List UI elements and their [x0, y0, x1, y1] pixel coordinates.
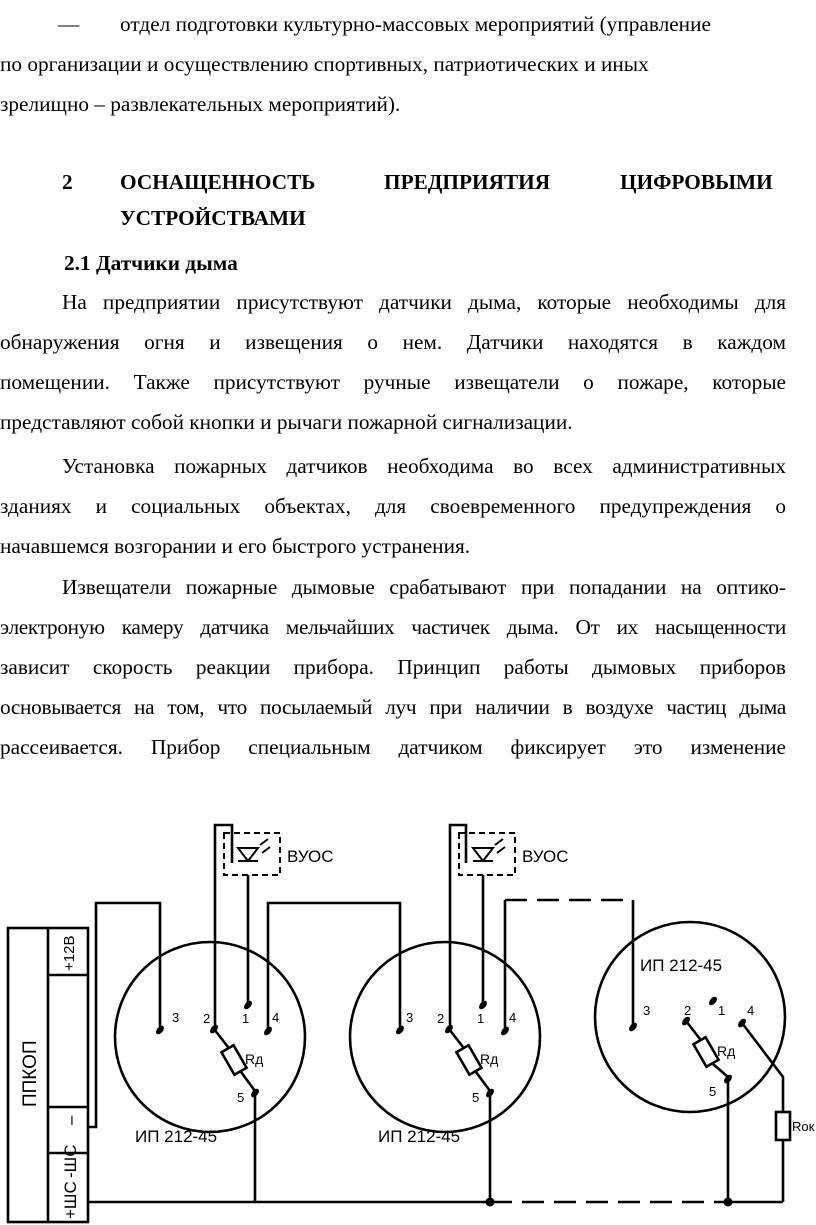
pin-number: 1: [477, 1011, 485, 1026]
pin-number: 3: [406, 1010, 414, 1025]
resistor-label: Rд: [480, 1051, 499, 1067]
led-label: ВУОС: [522, 847, 569, 866]
pin-number: 3: [172, 1010, 180, 1025]
pin-number: 5: [709, 1084, 717, 1099]
detector-label: ИП 212-45: [640, 956, 723, 975]
pin-number: 3: [643, 1003, 651, 1018]
section-title-word: ПРЕДПРИЯТИЯ: [384, 170, 551, 194]
list-dash: —: [58, 12, 80, 36]
detector-circle-2: [350, 942, 540, 1132]
terminal-label: -ШС: [61, 1144, 80, 1178]
text-line: зрелищно – развлекательных мероприятий).: [0, 92, 401, 116]
text-line: начавшемся возгорании и его быстрого устранения.: [0, 534, 471, 558]
pin-number: 4: [272, 1010, 280, 1025]
terminal-label: +12В: [61, 935, 78, 971]
pin-number: 2: [684, 1003, 692, 1018]
pin-number: 5: [472, 1090, 480, 1105]
pin-number: 4: [747, 1003, 755, 1018]
detector-label: ИП 212-45: [378, 1127, 461, 1146]
text-line: Извещатели пожарные дымовые срабатывают при попадании на оптико-: [62, 575, 786, 599]
pin-number: 4: [509, 1010, 517, 1025]
detector-label: ИП 212-45: [135, 1127, 218, 1146]
resistor-label: Rд: [717, 1043, 736, 1059]
section-title-word: ОСНАЩЕННОСТЬ: [120, 170, 316, 194]
text-line: зависит скорость реакции прибора. Принцип работы дымовых приборов: [0, 655, 786, 679]
text-line: основывается на том, что посылаемый луч при наличии в воздухе частиц дыма: [0, 695, 786, 719]
pin-number: 1: [242, 1011, 250, 1026]
section-title-word: ЦИФРОВЫМИ: [620, 170, 773, 194]
pin-number: 1: [718, 1003, 726, 1018]
text-line: Установка пожарных датчиков необходима во всех административных: [62, 454, 786, 478]
text-line: На предприятии присутствуют датчики дыма, которые необходимы для: [62, 290, 786, 314]
text-line: по организации и осуществлению спортивных, патриотических и иных: [0, 52, 649, 76]
text-line: представляют собой кнопки и рычаги пожарной сигнализации.: [0, 410, 573, 434]
smoke-detector-wiring-diagram: [0, 815, 816, 1225]
text-line: помещении. Также присутствуют ручные извещатели о пожаре, которые: [0, 370, 786, 394]
led-indicator-box-2: [459, 833, 515, 875]
resistor-label: Rд: [245, 1051, 264, 1067]
text-line: зданиях и социальных объектах, для своевременного предупреждения о: [0, 494, 786, 518]
pin-number: 5: [237, 1090, 245, 1105]
text-line: электроную камеру датчика мельчайших частичек дыма. От их насыщенности: [0, 615, 786, 639]
section-number: 2: [62, 170, 73, 194]
end-of-line-resistor: [776, 1112, 790, 1140]
detector-circle-1: [115, 942, 305, 1132]
end-resistor-label: Rок: [792, 1119, 815, 1134]
led-label: ВУОС: [287, 847, 334, 866]
pin-number: 2: [437, 1011, 445, 1026]
text-line: рассеивается. Прибор специальным датчиком фиксирует это изменение: [0, 735, 786, 759]
terminal-label: –: [61, 1115, 80, 1125]
subsection-title: 2.1 Датчики дыма: [64, 251, 238, 275]
terminal-label: +ШС: [61, 1181, 80, 1219]
pin-number: 2: [203, 1011, 211, 1026]
text-line: отдел подготовки культурно-массовых мероприятий (управление: [120, 12, 711, 36]
section-title-line2: УСТРОЙСТВАМИ: [120, 206, 306, 230]
panel-label: ППКОП: [20, 1040, 41, 1107]
text-line: обнаружения огня и извещения о нем. Датчики находятся в каждом: [0, 330, 786, 354]
